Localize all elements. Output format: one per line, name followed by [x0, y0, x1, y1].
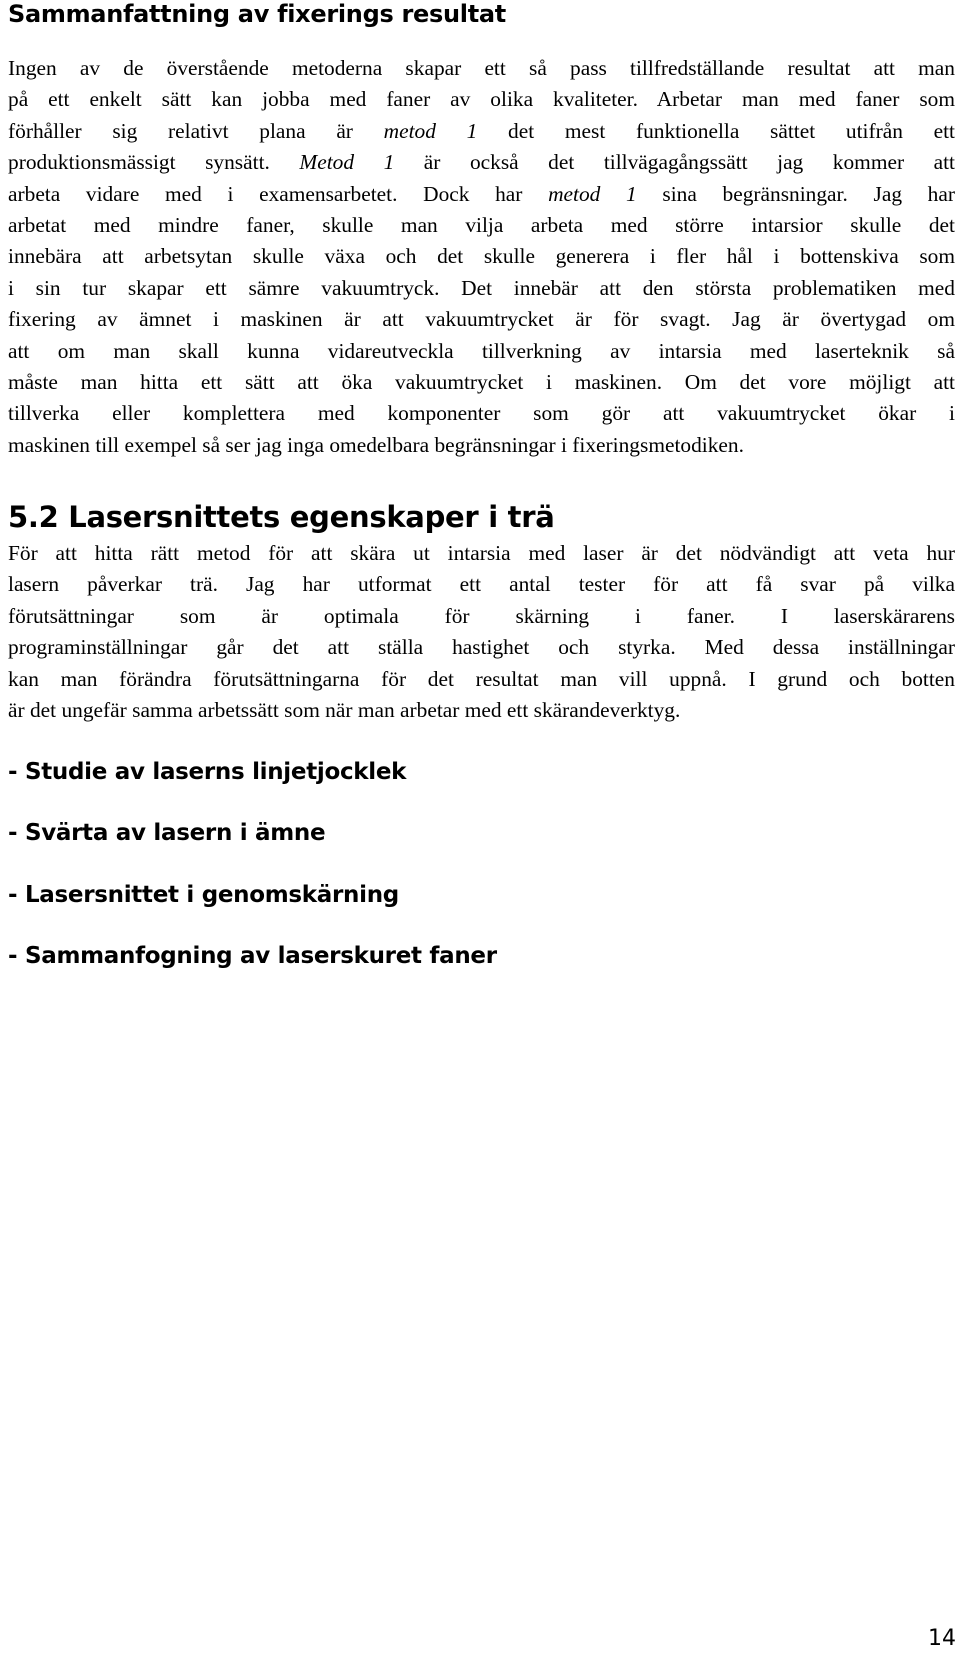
text-run: är det ungefär samma arbetssätt som när man arbetar med ett skärandeverktyg. — [8, 697, 681, 722]
section-heading-laser-cut-properties: 5.2 Lasersnittets egenskaper i trä — [8, 500, 555, 534]
text-run: arbeta vidare med i examensarbetet. Dock har — [8, 181, 549, 206]
emphasized-text: metod 1 — [548, 181, 637, 206]
text-run: programinställningar går det att ställa hastighet och styrka. Med dessa inställningar — [8, 635, 955, 660]
paragraph-line — [8, 664, 955, 695]
text-run: produktionsmässigt synsätt. — [8, 150, 300, 175]
summary-paragraph — [8, 53, 955, 461]
text-run: lasern påverkar trä. Jag har utformat ett antal tester för att få svar på vilka — [8, 572, 955, 597]
text-run: maskinen till exempel så ser jag inga omedelbara begränsningar i fixeringsmetodiken. — [8, 432, 744, 457]
paragraph-line — [8, 273, 955, 304]
page-number: 14 — [928, 1626, 956, 1651]
paragraph-line — [8, 336, 955, 367]
text-run: förutsättningar som är optimala för skärning i faner. I laserskärarens — [8, 603, 955, 628]
text-run: innebära att arbetsytan skulle växa och det skulle generera i fler hål i bottenskiva som — [8, 244, 955, 269]
paragraph-line — [8, 147, 955, 178]
text-run: det mest funktionella sättet utifrån ett — [477, 118, 955, 143]
paragraph-line — [8, 367, 955, 398]
list-item-joining: - Sammanfogning av laserskuret faner — [8, 943, 497, 969]
paragraph-line — [8, 538, 955, 569]
paragraph-line — [8, 241, 955, 272]
paragraph-line — [8, 210, 955, 241]
paragraph-line — [8, 430, 955, 461]
paragraph-line — [8, 116, 955, 147]
list-item-cross-section: - Lasersnittet i genomskärning — [8, 882, 399, 908]
text-run: att om man skall kunna vidareutveckla tillverkning av intarsia med laserteknik så — [8, 338, 955, 363]
text-run: fixering av ämnet i maskinen är att vakuumtrycket är för svagt. Jag är övertygad om — [8, 307, 955, 332]
paragraph-line — [8, 304, 955, 335]
text-run: Ingen av de överstående metoderna skapar ett så pass tillfredställande resultat att man — [8, 56, 955, 80]
text-run: För att hitta rätt metod för att skära ut intarsia med laser är det nödvändigt att veta hur — [8, 541, 955, 565]
paragraph-line — [8, 601, 955, 632]
paragraph-line — [8, 695, 955, 726]
list-item-blackening: - Svärta av lasern i ämne — [8, 820, 326, 846]
paragraph-line — [8, 84, 955, 115]
paragraph-line — [8, 398, 955, 429]
text-run: på ett enkelt sätt kan jobba med faner av olika kvaliteter. Arbetar man med faner som — [8, 87, 955, 112]
text-run: kan man förändra förutsättningarna för det resultat man vill uppnå. I grund och botten — [8, 666, 955, 691]
text-run: arbetat med mindre faner, skulle man vilja arbeta med större intarsior skulle det — [8, 212, 955, 237]
text-run: sina begränsningar. Jag har — [636, 181, 955, 206]
emphasized-text: metod 1 — [383, 118, 478, 143]
emphasized-text: Metod 1 — [299, 150, 395, 175]
laser-cut-paragraph — [8, 538, 955, 726]
list-item-line-thickness: - Studie av laserns linjetjocklek — [8, 759, 407, 785]
section-heading-summary: Sammanfattning av fixerings resultat — [8, 0, 506, 28]
text-run: är också det tillvägagångssätt jag kommer att — [394, 150, 955, 175]
paragraph-line — [8, 53, 955, 84]
text-run: förhåller sig relativt plana är — [8, 118, 384, 143]
text-run: i sin tur skapar ett sämre vakuumtryck. Det innebär att den största problematiken med — [8, 275, 955, 300]
paragraph-line — [8, 632, 955, 663]
paragraph-line — [8, 569, 955, 600]
text-run: måste man hitta ett sätt att öka vakuumtrycket i maskinen. Om det vore möjligt att — [8, 369, 955, 394]
text-run: tillverka eller komplettera med komponenter som gör att vakuumtrycket ökar i — [8, 401, 955, 426]
paragraph-line — [8, 179, 955, 210]
